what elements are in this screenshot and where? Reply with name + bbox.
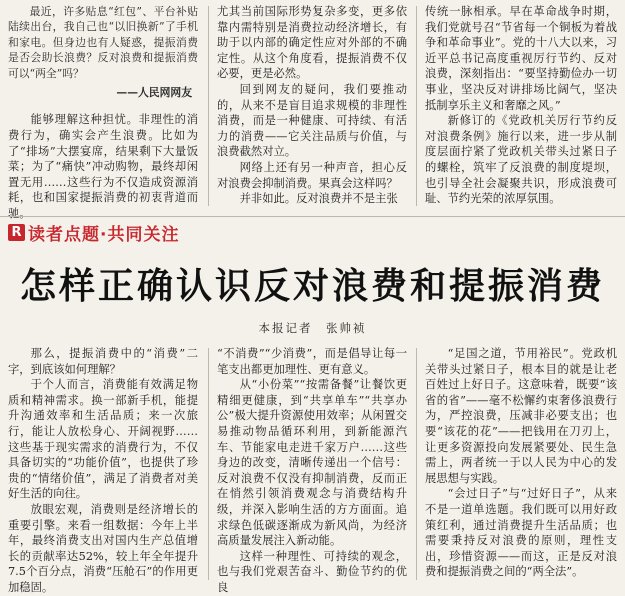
reader-letter xyxy=(8,4,198,100)
top-column-1 xyxy=(8,4,198,220)
bottom-col1-paragraph-1: 那么，提振消费中的“消费”二字，到底该如何理解？ xyxy=(8,347,198,376)
bottom-col2-paragraph-2: 从“小份菜”“按需备餐”让餐饮更精细更健康，到“共享单车”“共享办公”极大提升资源使用效率；从闲置交易推动物品循环利用，到新能源汽车、节能家电走进千家万户……这些身边的改变，清晰传递出一个信号：反对浪费不仅没有抑制消费，反而正在悄然引领消费观念与消费结构升级，并深入影响生活的方方面面。追求绿色低碳逐渐成为新风尚，为经济高质量发展注入新动能。 xyxy=(217,378,407,548)
r-logo-icon: R xyxy=(8,224,25,241)
column-tag xyxy=(8,219,179,245)
bottom-col2-paragraph-3: 这样一种理性、可持续的观念，也与我们党艰苦奋斗、勤俭节约的优良 xyxy=(217,549,407,594)
bottom-col1-paragraph-3: 放眼宏观，消费则是经济增长的重要引擎。来看一组数据：今年上半年，最终消费支出对国内生产总值增长的贡献率达52%，较上年全年提升7.5个百分点，消费“压舱石”的作用更加稳固。 xyxy=(8,502,198,594)
top-col3-paragraph-2: 新修订的《党政机关厉行节约反对浪费条例》施行以来，进一步从制度层面拧紧了党政机关带头过紧日子的螺栓，筑牢了反浪费的制度堤坝，也引导全社会凝聚共识，形成浪费可耻、节约光荣的浓厚氛围。 xyxy=(425,114,617,206)
top-col2-paragraph-1: 尤其当前国际形势复杂多变，更多依靠内需特别是消费拉动经济增长，有助于以内部的确定性应对外部的不确定性。从这个角度看，提振消费不仅必要，更是必然。 xyxy=(217,5,407,81)
top-col3-paragraph-1: 传统一脉相承。早在革命战争时期，我们党就号召“节省每一个铜板为着战争和革命事业”。党的十八大以来，习近平总书记高度重视厉行节约、反对浪费，深刻指出：“要坚持勤俭办一切事业，坚决反对讲排场比阔气，坚决抵制享乐主义和奢靡之风。” xyxy=(425,5,617,112)
bottom-col1-paragraph-2: 于个人而言，消费能有效满足物质和精神需求。换一部新手机，能提升沟通效率和生活品质；来一次旅行，能让人放松身心、开阔视野……这些基于现实需求的消费行为，不仅具备切实的“功能价值”，也提供了珍贵的“情绪价值”，满足了消费者对美好生活的向往。 xyxy=(8,378,198,501)
column-tag-label: 读者点题·共同关注 xyxy=(28,224,180,245)
top-col2-paragraph-3: 网络上还有另一种声音，担心反对浪费会抑制消费。果真会这样吗？ xyxy=(217,160,407,190)
headline: 怎样正确认识反对浪费和提振消费 xyxy=(19,266,605,307)
bottom-column-3 xyxy=(425,346,617,582)
bottom-column-1 xyxy=(8,346,198,594)
top-column-2 xyxy=(217,4,407,214)
top-column-3 xyxy=(425,4,617,214)
top-col2-paragraph-4: 并非如此。反对浪费并不是主张 xyxy=(239,192,398,206)
bottom-column-2 xyxy=(217,346,407,594)
section-divider xyxy=(0,216,625,217)
top-col2-paragraph-2: 回到网友的疑问，我们要推动的，从来不是盲目追求规模的非理性消费，而是一种健康、可持续、有活力的消费——它关注品质与价值，与浪费截然对立。 xyxy=(217,82,407,159)
column-divider xyxy=(416,6,417,206)
column-divider xyxy=(416,348,417,580)
bottom-col3-paragraph-1: “足国之道，节用裕民”。党政机关带头过紧日子，根本目的就是让老百姓过上好日子。这意味着，既要“该省的省”——毫不松懈约束奢侈浪费行为，严控浪费，压减非必要支出；也要“该花的花”——把钱用在刀刃上，让更多资源投向发展紧要处、民生急需上，两者统一于以人民为中心的发展思想与实践。 xyxy=(425,347,617,485)
top-col1-paragraph-1: 能够理解这种担忧。非理性的消费行为，确实会产生浪费。比如为了“排场”大摆宴席，结果剩下大量饭菜；为了“痛快”冲动购物，最终却闲置无用……这些行为不仅造成资源消耗，也和国家提振消费的初衷背道而驰。 xyxy=(8,113,198,220)
reader-letter-signoff: ——人民网网友 xyxy=(116,86,192,100)
column-divider xyxy=(208,6,209,206)
column-divider xyxy=(208,348,209,580)
reader-letter-text: 最近，许多贴息“红包”、平台补贴陆续出台，我自己也“以旧换新”了手机和家电。但身边也有人疑惑，提振消费是否会助长浪费？反对浪费和提振消费可以“两全”吗？ xyxy=(8,5,198,80)
bottom-col2-paragraph-1: “不消费”“少消费”，而是倡导让每一笔支出都更加理性、更有意义。 xyxy=(217,347,407,376)
bottom-col3-paragraph-2: “会过日子”与“过好日子”，从来不是一道单选题。我们既可以用好政策红利，通过消费提升生活品质；也需要秉持反对浪费的原则，理性支出，珍惜资源——而这，正是反对浪费和提振消费之间的“两全法”。 xyxy=(425,487,617,579)
byline: 本报记者 张帅祯 xyxy=(258,321,367,335)
